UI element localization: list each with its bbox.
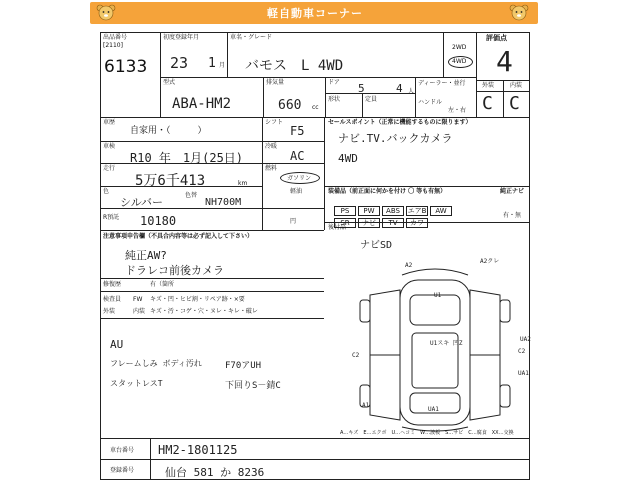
recycle-unit: 円 xyxy=(290,218,297,225)
model-value: ABA-HM2 xyxy=(172,96,232,112)
lot-number: 6133 xyxy=(104,57,148,77)
disp-label: 排気量 xyxy=(266,79,285,86)
history-label: 修復歴 xyxy=(103,281,122,288)
dmg-ua1-bottom: UA1 xyxy=(428,406,439,413)
seats-value: 4 xyxy=(396,82,403,95)
score-value: 4 xyxy=(496,45,513,78)
equip-row-2 xyxy=(334,210,430,229)
remark1-left: フレームしみ ボディ汚れ xyxy=(110,359,202,368)
dmg-legend-bottom: A…キズ E…エクボ U…ヘコミ W…波板 S…サビ C…腐食 XX…交換 xyxy=(340,430,514,436)
shift-label: シフト xyxy=(265,119,284,126)
fuel-label: 燃料 xyxy=(265,165,278,172)
inspect-value: R10 年 1月(25日) xyxy=(130,151,244,165)
door-value: 5 xyxy=(358,82,365,95)
legend-int: キズ・汚・コゲ・穴・ヌレ・キレ・破レ xyxy=(150,308,258,315)
grade-int-label: 内装 xyxy=(510,82,523,89)
reg-value: 仙台 581 か 8236 xyxy=(165,466,265,479)
dmg-c2-left: C2 xyxy=(352,352,360,359)
usage-value: 自家用・（ ） xyxy=(130,126,207,136)
car-name-value: バモス L 4WD xyxy=(245,58,344,74)
grade-ext-label: 外装 xyxy=(482,82,495,89)
equip-aw: AW xyxy=(430,206,452,216)
equip-label: 装備品（前正面に何かを付け 〇 等も有無） xyxy=(328,188,447,195)
equip-col-label: 純正ナビ xyxy=(500,188,525,195)
first-reg-year: 23 xyxy=(170,54,189,72)
sales-line2: 4WD xyxy=(338,152,358,165)
color-no-label: 色替 xyxy=(185,192,198,199)
history-value: 有（箇所 xyxy=(150,281,175,288)
color-label: 色 xyxy=(103,188,110,195)
drive-2wd: 2WD xyxy=(452,44,467,51)
post-label: 後付品 xyxy=(328,224,347,231)
equip-pw: PW xyxy=(358,206,380,216)
model-label: 型式 xyxy=(163,79,176,86)
equip-ps: PS xyxy=(334,206,356,216)
inspect-ext-label: 外装 xyxy=(103,308,116,315)
shape-label: 形状 xyxy=(328,96,341,103)
equip-sr: SR xyxy=(334,218,356,228)
header-title: 軽自動車コーナー xyxy=(267,7,363,20)
first-reg-month: 1 xyxy=(208,56,216,71)
dmg-u1: U1 xyxy=(434,292,442,299)
mileage-value: 5万6千413 xyxy=(135,173,206,189)
inspect-label: 車検 xyxy=(103,143,116,150)
shift-value: F5 xyxy=(290,124,305,138)
notes-line1: 純正AW? xyxy=(125,249,167,262)
notes-label: 注意事項申告欄（不具合内容等は必ず記入して下さい） xyxy=(103,233,254,240)
remarks-title: AU xyxy=(110,338,124,351)
chassis-value: HM2-1801125 xyxy=(158,443,238,457)
dmg-ua1-right: UA1 xyxy=(518,370,529,377)
chassis-label: 車台番号 xyxy=(110,447,135,454)
dealer-label: ディーラー・並行 xyxy=(418,80,466,87)
disp-unit: cc xyxy=(312,104,319,111)
mascot-bear-left-icon xyxy=(92,3,120,23)
ac-label: 冷暖 xyxy=(265,143,278,150)
color-value: シルバー xyxy=(120,196,163,209)
first-reg-unit: 月 xyxy=(219,62,226,69)
disp-value: 660 xyxy=(278,98,302,113)
usage-label: 車歴 xyxy=(103,119,116,126)
first-reg-label: 初度登録年月 xyxy=(163,34,200,41)
legend-fw: FW xyxy=(133,296,143,303)
score-label: 評価点 xyxy=(486,34,507,42)
remark2-right: 下回りS－錆C xyxy=(225,381,281,391)
mileage-label: 走行 xyxy=(103,165,116,172)
post-value: ナビSD xyxy=(360,240,393,251)
equip-navi: ナビ xyxy=(358,218,380,228)
equip-airbag: エアB xyxy=(407,207,427,215)
dmg-a2-top: A2 xyxy=(405,262,413,269)
dmg-center-note: U1スキ 凹Z xyxy=(430,340,463,347)
mascot-bear-right-icon xyxy=(505,3,533,23)
grade-ext-value: C xyxy=(482,93,493,114)
dmg-a1-left: A1 xyxy=(362,402,370,409)
door-label: ドア xyxy=(328,79,340,86)
legend-ext: キズ・凹・ヒビ割・リペア跡・×要 xyxy=(150,296,245,303)
dmg-ua2: UA2 xyxy=(520,336,531,343)
grade-int-value: C xyxy=(509,93,520,114)
equip-leather: カワ xyxy=(406,218,428,228)
color-no-value: NH700M xyxy=(205,197,242,208)
recycle-value: 10180 xyxy=(140,214,177,228)
remark2-left: スタットレスT xyxy=(110,379,163,388)
notes-line2: ドラレコ前後カメラ xyxy=(125,264,224,277)
handle-value: 左・右 xyxy=(448,107,467,114)
fuel-gas: ガソリン xyxy=(287,175,312,182)
mileage-unit: km xyxy=(238,180,248,187)
remark1-right: F70アUH xyxy=(225,361,262,371)
lot-label: 出品番号 xyxy=(103,34,128,41)
seats-label: 定員 xyxy=(365,96,378,103)
equip-abs: ABS xyxy=(382,206,404,216)
dmg-a2-right: A2クレ xyxy=(480,258,500,265)
lot-sub: [2110] xyxy=(103,42,123,49)
fuel-diesel: 軽油 xyxy=(290,188,303,195)
inspect-key-label: 検査員 xyxy=(103,296,122,303)
seats-unit: 人 xyxy=(408,88,415,95)
equip-col-value: 有・無 xyxy=(503,212,522,219)
ac-value: AC xyxy=(290,149,305,163)
inspect-int-label: 内装 xyxy=(133,308,146,315)
drive-4wd: 4WD xyxy=(452,58,467,65)
car-name-label: 車名・グレード xyxy=(230,34,273,41)
handle-label: ハンドル xyxy=(418,99,443,106)
recycle-label: R預託 xyxy=(103,214,120,221)
dmg-c2-right: C2 xyxy=(518,348,526,355)
equip-tv: TV xyxy=(382,218,404,228)
sales-line1: ナビ.TV.バックカメラ xyxy=(338,132,453,145)
reg-label: 登録番号 xyxy=(110,467,135,474)
sales-label: セールスポイント（正常に機能するものに限ります） xyxy=(328,119,472,126)
